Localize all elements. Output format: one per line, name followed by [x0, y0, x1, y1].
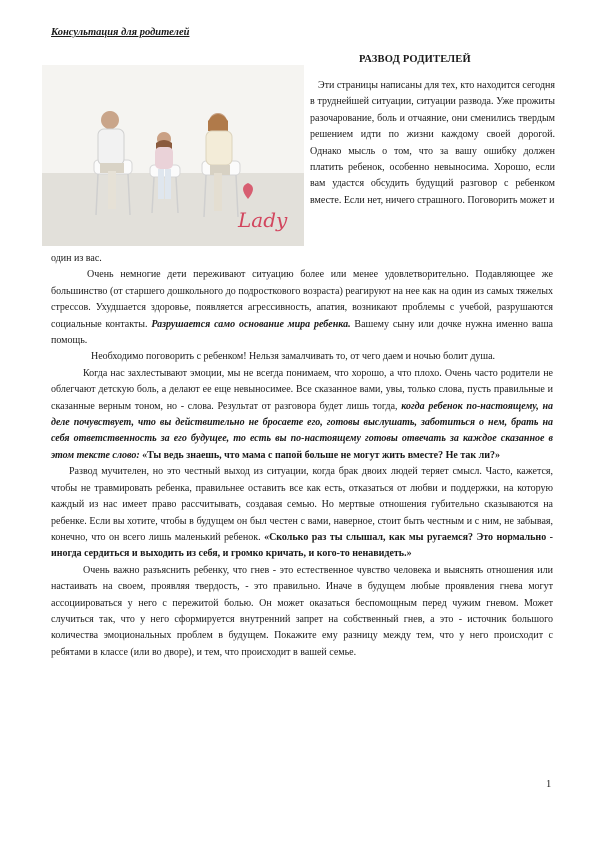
paragraph-4	[51, 464, 553, 562]
family-photo-icon	[42, 65, 304, 246]
intro-paragraph: Эти страницы написаны для тех, кто находится сегодня в труднейшей ситуации, ситуации развода. Уже прожиты разочарование, боль и отчаяние, они сменились твердым решением идти по жизни каждому своей дорогой. Однако мысль о том, что за вашу ошибку должен платить ребенок, особенно невыносима. Хорошо, если вам удастся обсудить будущий разговор с ребенком вместе. Если нет, ничего страшного. Поговорить может и	[310, 80, 555, 206]
p3-quote: «Ты ведь знаешь, что мама с папой больше не могут жить вместе? Не так ли?»	[139, 449, 500, 461]
consultation-header: Консультация для родителей	[51, 27, 190, 38]
intro-side-text	[310, 78, 555, 209]
family-photo	[42, 65, 304, 246]
p1-emphasis: Разрушается само основание мира ребенка.	[151, 318, 351, 330]
paragraph-1	[51, 267, 553, 349]
p1-tail: Вашему сыну или дочке нужна именно ваша помощь.	[51, 318, 553, 347]
paragraph-5: Очень важно разъяснить ребенку, что гнев - это естественное чувство человека и выяснять отношения или настаивать на своем, проявляя твердость, - это правильно. Иначе в будущем любые проявления гнева могут ассоциироваться у него с пережитой болью. Он может оказаться беспомощным перед чужим гневом. Может случиться так, что у него сформируется внутренний запрет на собственный гнев, а это - источник большого количества эмоциональных проблем в будущем. Покажите ему разницу между тем, что у него происходит с ребятами в классе (или во дворе), и тем, что происходит в вашей семье.	[51, 564, 553, 658]
intro-continuation: один из вас.	[51, 253, 102, 264]
p3-emphasis: когда ребенок по-настоящему, на деле почувствует, что вы действительно не бросаете его, готовы выслушать, заботиться о нем, брать на себя ответственность за его будущее, то есть вы по-настоящему готовы отвечать за каждое сказанное в этом тексте слово:	[51, 400, 554, 461]
paragraph-2: Необходимо поговорить с ребенком! Нельзя замалчивать то, от чего даем и ночью болит душа.	[91, 351, 496, 363]
p1-text: Очень немногие дети переживают ситуацию более или менее удовлетворительно. Подавляющее же большинство (от старшего дошкольного до подросткового возраста) реагируют на нее как на один из самых тяжелых стрессов. Ухудшается здоровье, появляется агрессивность, апатия, возникают проблемы с учебой, разрушаются социальные контакты.	[51, 269, 553, 330]
paragraph-3	[51, 366, 553, 464]
page-title: РАЗВОД РОДИТЕЛЕЙ	[359, 54, 471, 65]
lady-watermark: Lady	[238, 208, 288, 232]
p4-text: Развод мучителен, но это честный выход из ситуации, когда брак двоих людей теряет смысл. Часто, кажется, чтобы не травмировать ребенка, правильнее оставить все как есть, отказаться от любви и поддержки, на которую каждый из нас имеет право рассчитывать, создавая семью. Но мертвые отношения губительно сказываются на ребенке. Если вы хотите, чтобы в будущем он был честен с вами, наверное, стоит быть честным и с ним, не забывая, конечно, что он всего лишь маленький ребенок.	[51, 466, 553, 543]
p4-quote: «Сколько раз ты слышал, как мы ругаемся? Это нормально - иногда сердиться и выходить из себя, и громко кричать, и кого-то ненавидеть.»	[51, 531, 553, 560]
page-number: 1	[546, 779, 552, 790]
main-text	[51, 251, 553, 661]
p3-text: Когда нас захлестывают эмоции, мы не всегда понимаем, что хорошо, а что плохо. Очень часто родители не облегчают детскую боль, а делают ее еще невыносимее. Все сказанное вами, увы, только слова, пусть правильные и сказанные верным тоном, но - слова. Результат от разговора будет лишь тогда,	[51, 367, 553, 412]
